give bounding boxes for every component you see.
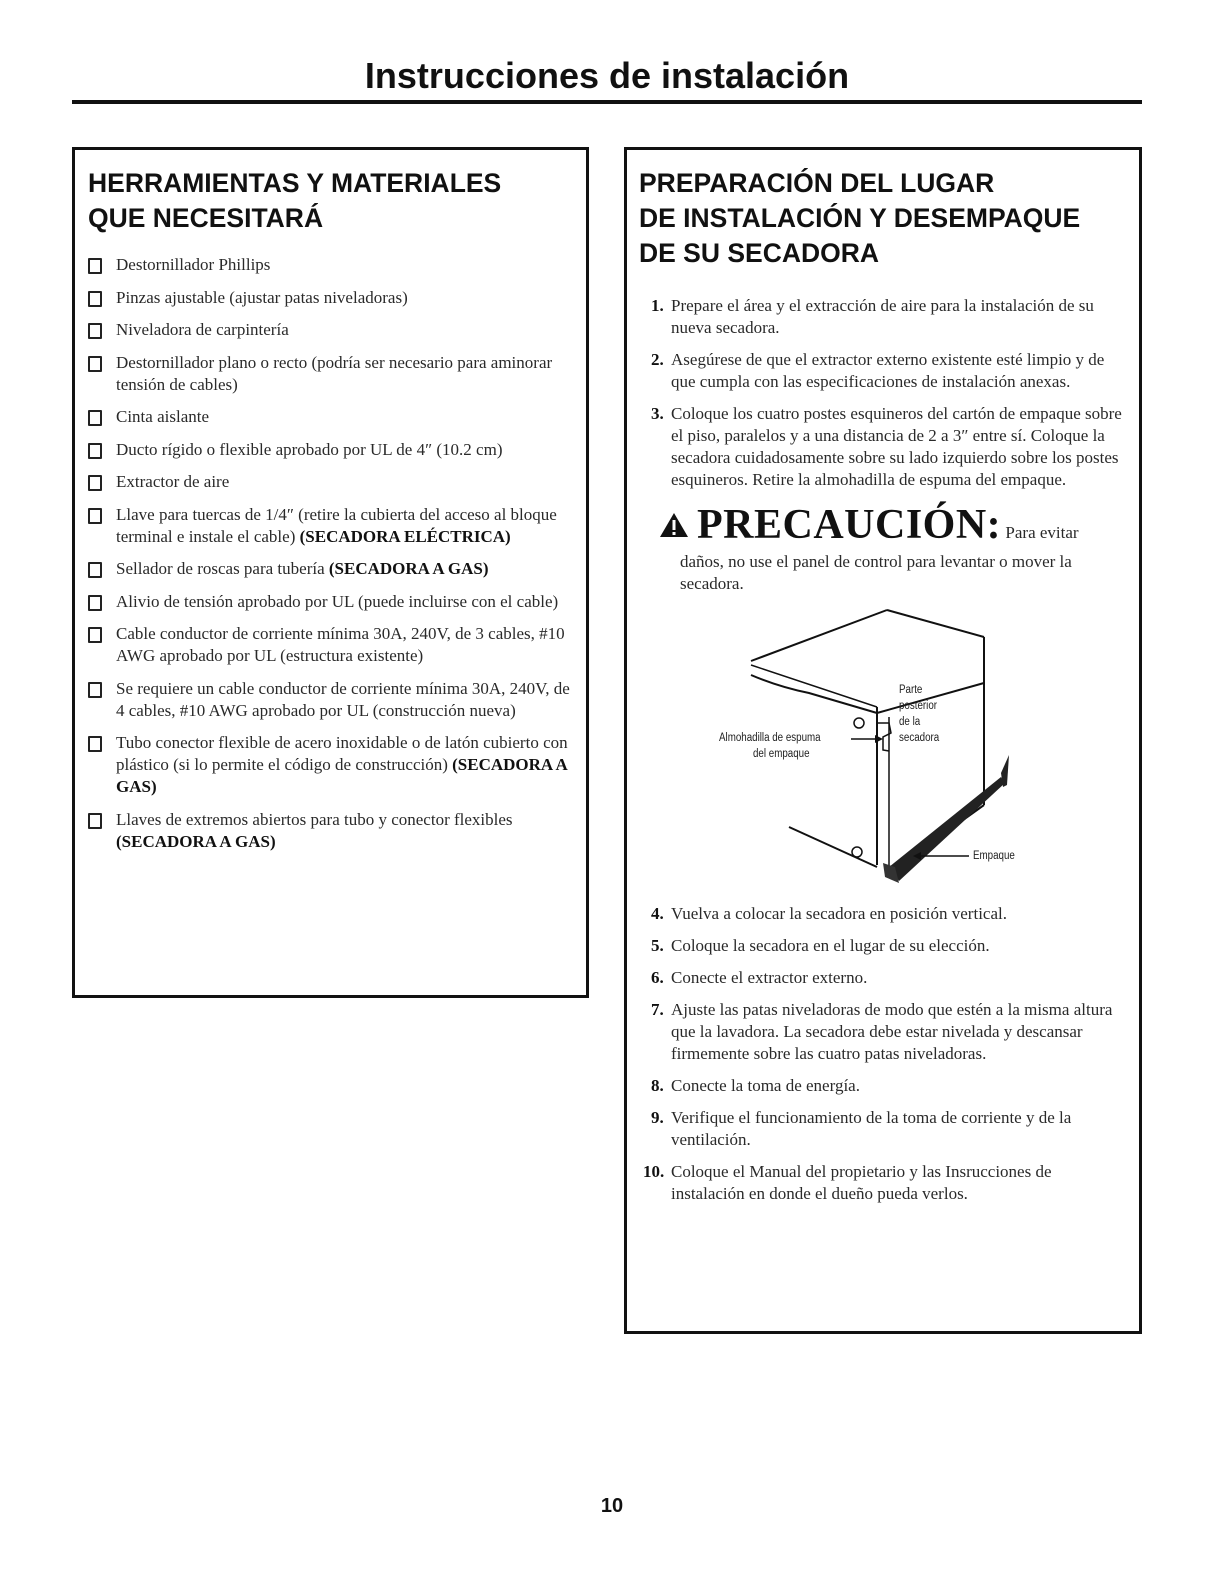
step-text: Coloque el Manual del propietario y las Insrucciones de instalación en donde el dueño pueda verlos. <box>671 1162 1052 1203</box>
title-divider <box>72 100 1142 104</box>
checklist-item-4-wire-cable <box>88 678 576 722</box>
caution-word: PRECAUCIÓN: <box>697 502 1002 548</box>
label-dela: de la <box>899 716 921 728</box>
checkbox-icon <box>88 813 102 829</box>
checklist-text: Alivio de tensión aprobado por UL (puede incluirse con el cable) <box>116 591 559 611</box>
step-item <box>639 1161 1127 1205</box>
step-item <box>639 967 1127 989</box>
label-secadora: secadora <box>899 732 940 744</box>
step-number: 2. <box>651 350 664 369</box>
checklist-text: Cinta aislante <box>116 407 210 426</box>
checklist-item-phillips <box>88 254 576 276</box>
dryer-illustration <box>639 605 1133 895</box>
checklist-text: Se requiere un cable conductor de corriente mínima 30A, 240V, de 4 cables, #10 AWG aprobado por UL (construcción nueva) <box>116 678 570 720</box>
checklist-text: Tubo conector flexible de acero inoxidable o de latón cubierto con plástico (si lo permite el código de construcción) <box>116 733 568 774</box>
dryer-unpack-diagram <box>639 605 1133 895</box>
checklist-item-nut-driver <box>88 504 576 548</box>
checkbox-icon <box>88 736 102 752</box>
label-empaque: Empaque <box>973 850 1015 862</box>
step-item <box>639 295 1127 339</box>
prep-heading <box>639 166 1127 271</box>
checklist-item-wrenches <box>88 809 576 853</box>
step-text: Asegúrese de que el extractor externo existente esté limpio y de que cumpla con las especificaciones de instalación anexas. <box>671 350 1105 391</box>
checklist-text: Llaves de extremos abiertos para tubo y conector flexibles <box>116 809 513 829</box>
tools-heading-line1: HERRAMIENTAS Y MATERIALES <box>88 168 502 198</box>
checklist-text: Cable conductor de corriente mínima 30A, 240V, de 3 cables, #10 AWG aprobado por UL (estructura existente) <box>116 624 565 665</box>
prep-heading-line3: DE SU SECADORA <box>639 238 880 268</box>
step-item <box>639 1075 1127 1097</box>
preparation-box <box>624 147 1142 1334</box>
prep-heading-line2: DE INSTALACIÓN Y DESEMPAQUE <box>639 203 1081 233</box>
step-number: 8. <box>651 1076 664 1095</box>
caution-block <box>639 502 1127 595</box>
prep-heading-line1: PREPARACIÓN DEL LUGAR <box>639 168 995 198</box>
checklist-item-flex-connector <box>88 732 576 798</box>
checklist-text: Pinzas ajustable (ajustar patas niveladoras) <box>116 287 408 307</box>
step-text: Coloque la secadora en el lugar de su elección. <box>671 936 990 955</box>
step-text: Coloque los cuatro postes esquineros del cartón de empaque sobre el piso, paralelos y a una distancia de 2 a 3″ entre sí. Coloque la secadora cuidadosamente sobre su lado izquierdo sobre los postes esquineros. Retire la almohadilla de espuma del empaque. <box>671 404 1122 489</box>
step-item <box>639 1107 1127 1151</box>
checklist-text: Llave para tuercas de 1/4″ (retire la cubierta del acceso al bloque terminal e instale el cable) <box>116 504 557 546</box>
checklist-note: (SECADORA A GAS) <box>328 559 489 578</box>
checkbox-icon <box>88 443 102 459</box>
checklist-item-duct <box>88 439 576 461</box>
step-item <box>639 403 1127 491</box>
label-parte: Parte <box>899 684 923 696</box>
checkbox-icon <box>88 475 102 491</box>
step-item <box>639 935 1127 957</box>
caution-text: daños, no use el panel de control para levantar o mover la secadora. <box>680 552 1072 593</box>
caution-text-start: Para evitar <box>1005 523 1079 542</box>
step-number: 5. <box>651 936 664 955</box>
tools-heading-line2: QUE NECESITARÁ <box>88 203 324 233</box>
checklist-note: (SECADORA A GAS) <box>116 831 276 851</box>
step-item <box>639 903 1127 925</box>
checklist-item-exhaust <box>88 471 576 493</box>
step-text: Ajuste las patas niveladoras de modo que estén a la misma altura que la lavadora. La secadora debe estar nivelada y descansar firmemente sobre las cuatro patas niveladoras. <box>671 1000 1113 1063</box>
steps-list-before <box>639 295 1127 491</box>
checkbox-icon <box>88 258 102 274</box>
steps-list-after <box>639 903 1127 1205</box>
checkbox-icon <box>88 682 102 698</box>
page-title: Instrucciones de instalación <box>364 55 850 96</box>
checklist-item-thread-sealant <box>88 558 576 580</box>
step-number: 4. <box>651 904 664 923</box>
checklist-text: Destornillador Phillips <box>116 255 271 274</box>
step-text: Conecte el extractor externo. <box>671 968 868 987</box>
warning-triangle-icon <box>659 512 689 538</box>
step-number: 9. <box>651 1108 664 1127</box>
tools-heading <box>88 166 576 236</box>
step-text: Conecte la toma de energía. <box>671 1076 860 1095</box>
step-number: 1. <box>651 296 664 315</box>
checklist-text: Niveladora de carpintería <box>116 320 289 339</box>
step-number: 7. <box>651 1000 664 1019</box>
checklist-item-3-wire-cable <box>88 623 576 667</box>
checklist-text: Extractor de aire <box>116 472 230 491</box>
checkbox-icon <box>88 356 102 372</box>
checkbox-icon <box>88 627 102 643</box>
checkbox-icon <box>88 410 102 426</box>
checkbox-icon <box>88 291 102 307</box>
checklist-item-strain-relief <box>88 591 576 613</box>
checklist-item-flat-screwdriver <box>88 352 576 396</box>
step-number: 10. <box>643 1162 665 1181</box>
checklist-note: (SECADORA ELÉCTRICA) <box>299 526 511 546</box>
checkbox-icon <box>88 508 102 524</box>
label-posterior: posterior <box>899 700 938 712</box>
checklist-text: Destornillador plano o recto (podría ser necesario para aminorar tensión de cables) <box>116 352 553 394</box>
step-text: Verifique el funcionamiento de la toma de corriente y de la ventilación. <box>671 1108 1072 1149</box>
checkbox-icon <box>88 595 102 611</box>
step-text: Prepare el área y el extracción de aire para la instalación de su nueva secadora. <box>671 296 1094 337</box>
page-number: 10 <box>600 1495 624 1517</box>
checkbox-icon <box>88 562 102 578</box>
label-foam-pad-2: del empaque <box>753 748 810 760</box>
step-number: 3. <box>651 404 664 423</box>
caution-line <box>659 502 1127 551</box>
checklist-text: Ducto rígido o flexible aprobado por UL de 4″ (10.2 cm) <box>116 439 503 459</box>
checklist-note: (SECADORA A GAS) <box>116 755 567 796</box>
tools-checklist <box>88 254 576 853</box>
checklist-item-pliers <box>88 287 576 309</box>
checklist-text: Sellador de roscas para tubería <box>116 559 325 578</box>
checklist-item-tape <box>88 406 576 428</box>
tools-materials-box <box>72 147 589 998</box>
step-item <box>639 349 1127 393</box>
step-number: 6. <box>651 968 664 987</box>
label-foam-pad: Almohadilla de espuma <box>719 732 821 744</box>
step-text: Vuelva a colocar la secadora en posición vertical. <box>671 904 1007 923</box>
checklist-item-level <box>88 319 576 341</box>
step-item <box>639 999 1127 1065</box>
checkbox-icon <box>88 323 102 339</box>
